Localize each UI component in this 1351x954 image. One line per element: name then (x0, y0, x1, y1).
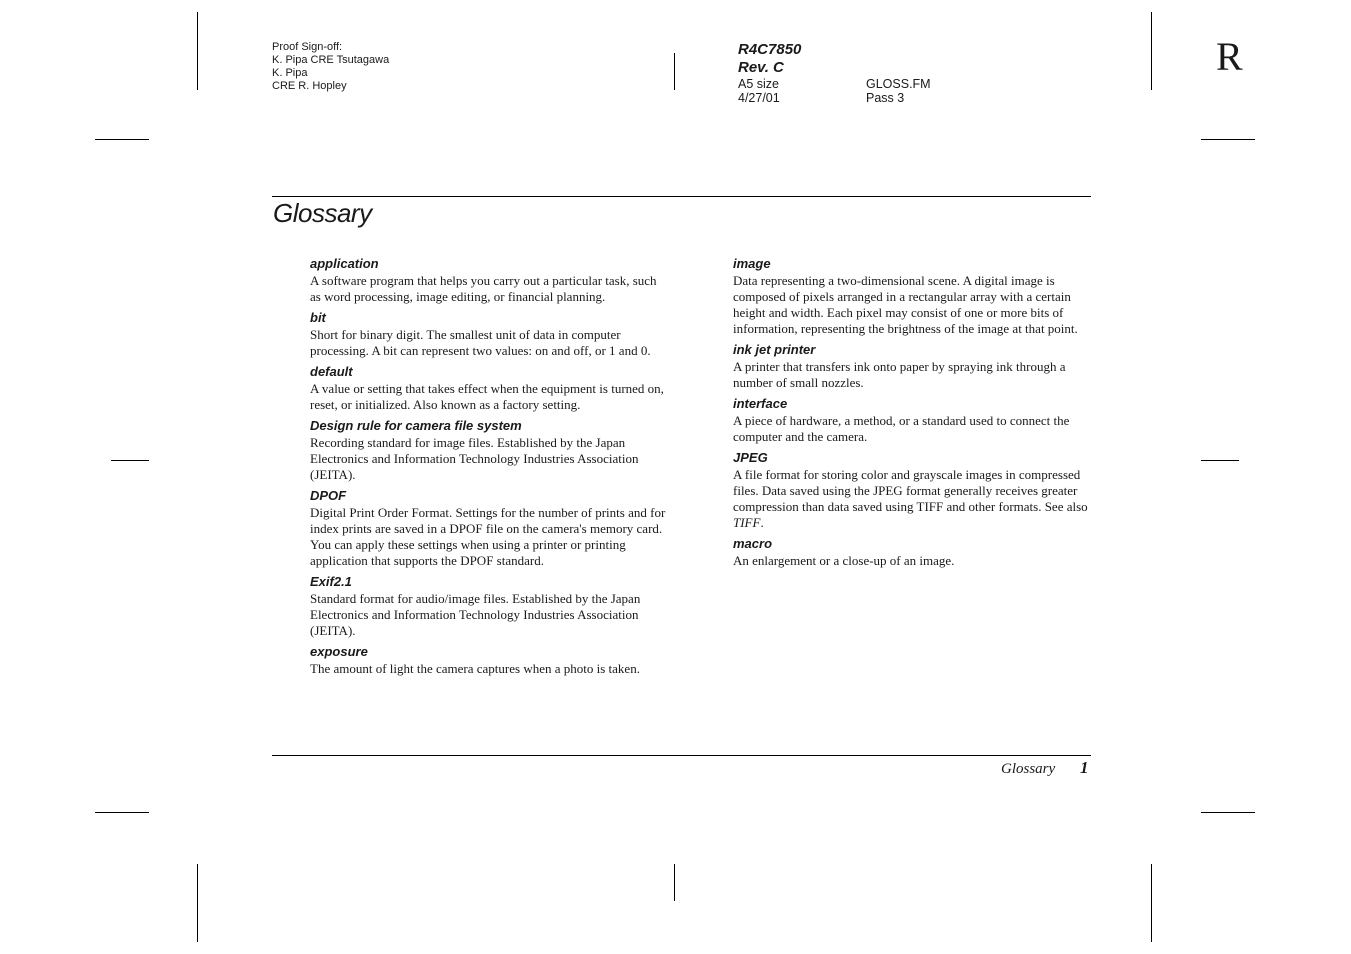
glossary-definition: Standard format for audio/image files. Established by the Japan Electronics and Information Technology Industries Association (JEITA). (310, 591, 641, 638)
glossary-entry (733, 255, 1093, 337)
glossary-entry (733, 535, 1093, 569)
crop-mark-right-upper (1201, 139, 1255, 140)
crop-mark-left-upper (95, 139, 149, 140)
doc-pass: Pass 3 (866, 91, 905, 105)
glossary-term: ink jet printer (733, 342, 816, 357)
crop-mark-top-right (1151, 12, 1152, 90)
doc-meta-left (738, 77, 780, 105)
glossary-term: image (733, 256, 771, 271)
doc-revision: Rev. C (738, 59, 784, 76)
glossary-term: default (310, 364, 353, 379)
glossary-entry (310, 363, 670, 413)
glossary-term: Exif2.1 (310, 574, 352, 589)
glossary-entry (310, 417, 670, 483)
glossary-term: Design rule for camera file system (310, 418, 522, 433)
glossary-term: JPEG (733, 450, 768, 465)
glossary-entry (310, 643, 670, 677)
crop-mark-right-middle (1201, 460, 1239, 461)
crop-mark-bottom-center (674, 864, 675, 901)
doc-code: R4C7850 (738, 41, 802, 58)
crop-mark-right-lower (1201, 812, 1255, 813)
glossary-entry (310, 487, 670, 569)
glossary-term: exposure (310, 644, 368, 659)
glossary-definition: A file format for storing color and grayscale images in compressed files. Data saved using the JPEG format generally receives greater compression than data saved using TIFF and other formats. See also TIFF. (733, 467, 1088, 530)
glossary-definition: A value or setting that takes effect when the equipment is turned on, reset, or initialized. Also known as a factory setting. (310, 381, 664, 412)
glossary-definition: A printer that transfers ink onto paper by spraying ink through a number of small nozzles. (733, 359, 1066, 390)
definition-text: A file format for storing color and grayscale images in compressed files. Data saved using the JPEG format generally receives greater compression than data saved using TIFF and other formats. See also (733, 467, 1088, 514)
crop-mark-bottom-right (1151, 864, 1152, 942)
glossary-term: interface (733, 396, 788, 411)
signoff-line: K. Pipa (272, 67, 308, 79)
signoff-line: K. Pipa CRE Tsutagawa (272, 54, 390, 66)
title-rule (272, 196, 1091, 197)
signoff-line: Proof Sign-off: (272, 41, 343, 53)
glossary-entry (310, 255, 670, 305)
crop-mark-left-middle (111, 460, 149, 461)
glossary-definition: Short for binary digit. The smallest unit of data in computer processing. A bit can represent two values: on and off, or 1 and 0. (310, 327, 651, 358)
footer-section-label: Glossary (1001, 761, 1056, 777)
glossary-definition: Digital Print Order Format. Settings for the number of prints and for index prints are saved in a DPOF file on the camera's memory card. You can apply these settings when using a printer or printing application that supports the DPOF standard. (310, 505, 666, 568)
crop-mark-bottom-left (197, 864, 198, 942)
crop-mark-top-left (197, 12, 198, 90)
glossary-entry (733, 341, 1093, 391)
glossary-column-right (733, 255, 1093, 573)
glossary-entry (733, 395, 1093, 445)
crop-mark-left-lower (95, 812, 149, 813)
glossary-entry (310, 309, 670, 359)
glossary-term: bit (310, 310, 326, 325)
see-also-link: TIFF (733, 515, 761, 530)
doc-date: 4/27/01 (738, 91, 780, 105)
glossary-entry (310, 573, 670, 639)
glossary-entry (733, 449, 1093, 531)
side-mark: R (1216, 34, 1243, 79)
doc-file: GLOSS.FM (866, 77, 931, 91)
glossary-term: DPOF (310, 488, 347, 503)
signoff-line: CRE R. Hopley (272, 80, 347, 92)
glossary-definition: An enlargement or a close-up of an image. (733, 553, 955, 568)
footer-rule (272, 755, 1091, 756)
glossary-term: macro (733, 536, 773, 551)
glossary-definition: A software program that helps you carry out a particular task, such as word processing, image editing, or financial planning. (310, 273, 657, 304)
doc-meta-right (866, 77, 931, 105)
glossary-column-left (310, 255, 670, 681)
proof-signoff (272, 41, 389, 93)
page-number: 1 (1080, 758, 1089, 777)
crop-mark-top-center (674, 53, 675, 90)
glossary-definition: A piece of hardware, a method, or a standard used to connect the computer and the camera. (733, 413, 1070, 444)
glossary-definition: Recording standard for image files. Established by the Japan Electronics and Information Technology Industries Association (JEITA). (310, 435, 639, 482)
glossary-definition: The amount of light the camera captures when a photo is taken. (310, 661, 640, 676)
doc-size: A5 size (738, 77, 779, 91)
page-title: Glossary (273, 198, 372, 228)
doc-code-block (738, 41, 801, 77)
glossary-definition: Data representing a two-dimensional scene. A digital image is composed of pixels arranged in a rectangular array with a certain height and width. Each pixel may consist of one or more bits of information, representing the brightness of the image at that point. (733, 273, 1078, 336)
glossary-term: application (310, 256, 379, 271)
